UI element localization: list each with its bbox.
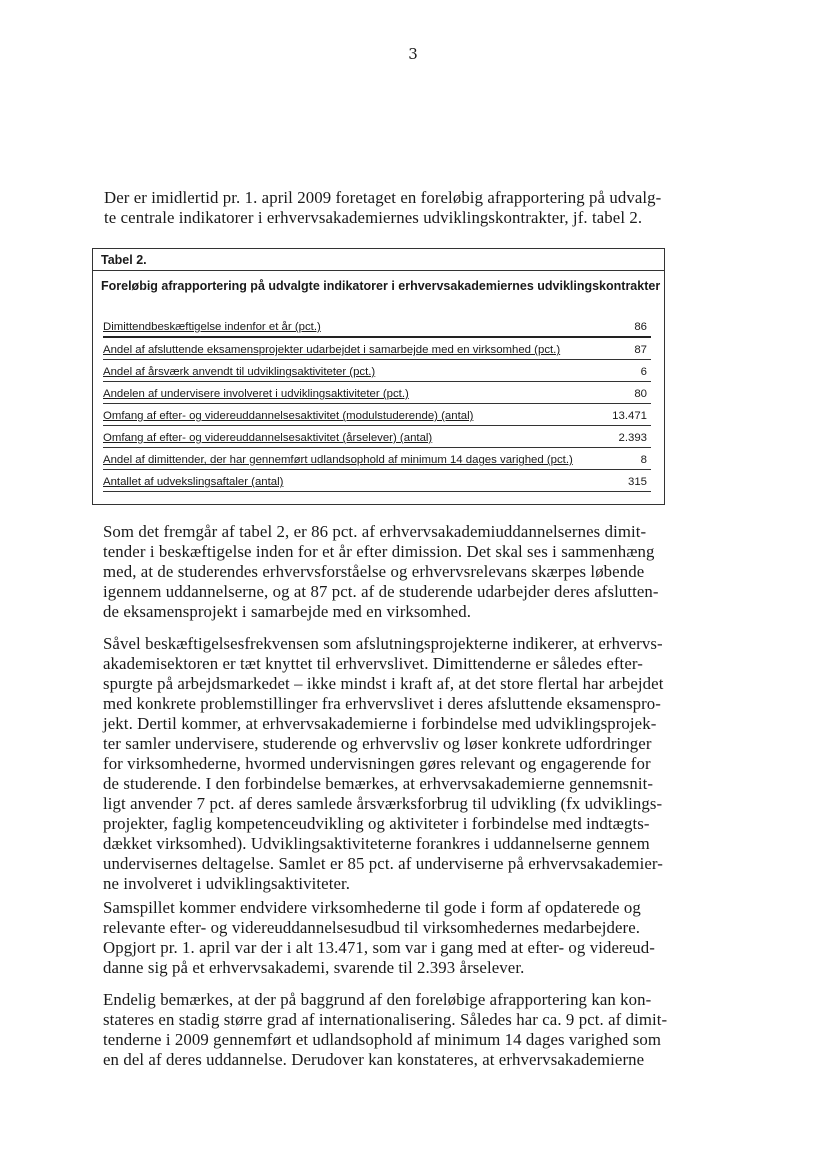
text-line: relevante efter- og videreuddannelsesudbud til virksomhedernes medarbejdere. xyxy=(103,918,641,937)
table-row xyxy=(103,448,651,470)
row-label: Omfang af efter- og videreuddannelsesaktivitet (årselever) (antal) xyxy=(103,432,433,444)
row-value: 8 xyxy=(640,454,647,466)
row-label: Andelen af undervisere involveret i udviklingsaktiviteter (pct.) xyxy=(103,388,409,400)
text-line: igennem uddannelserne, og at 87 pct. af de studerende udarbejder deres afslutten- xyxy=(103,582,659,601)
text-line: undervisernes deltagelse. Samlet er 85 pct. af underviserne på erhvervsakademier- xyxy=(103,854,663,873)
text-line: dækket virksomhed). Udviklingsaktiviteterne forankres i uddannelserne gennem xyxy=(103,834,650,853)
paragraph-3 xyxy=(103,898,655,978)
table-caption: Foreløbig afrapportering på udvalgte indikatorer i erhvervsakademiernes udviklingskontrakter xyxy=(101,279,661,293)
row-label: Andel af afsluttende eksamensprojekter udarbejdet i samarbejde med en virksomhed (pct.) xyxy=(103,344,561,356)
text-line: projekter, faglig kompetenceudvikling og aktiviteter i forbindelse med indtægts- xyxy=(103,814,650,833)
row-value: 315 xyxy=(627,476,647,488)
row-label: Dimittendbeskæftigelse indenfor et år (pct.) xyxy=(103,321,321,333)
row-value: 13.471 xyxy=(612,410,647,422)
row-value: 2.393 xyxy=(618,432,647,444)
text-line: Der er imidlertid pr. 1. april 2009 foretaget en foreløbig afrapportering på udvalg- xyxy=(104,188,662,207)
text-line: tenderne i 2009 gennemført et udlandsophold af minimum 14 dages varighed som xyxy=(103,1030,661,1049)
text-line: de eksamensprojekt i samarbejde med en virksomhed. xyxy=(103,602,472,621)
text-line: jekt. Dertil kommer, at erhvervsakademierne i forbindelse med udviklingsprojek- xyxy=(103,714,657,733)
intro-paragraph xyxy=(104,188,662,228)
row-value: 80 xyxy=(634,388,647,400)
text-line: ligt anvender 7 pct. af deres samlede årsværksforbrug til udvikling (fx udviklings- xyxy=(103,794,663,813)
table-row xyxy=(103,360,651,382)
text-line: tender i beskæftigelse inden for et år efter dimission. Det skal ses i sammenhæng xyxy=(103,542,655,561)
text-line: Som det fremgår af tabel 2, er 86 pct. af erhvervsakademiuddannelsernes dimit- xyxy=(103,522,647,541)
table-label: Tabel 2. xyxy=(101,253,147,267)
table-row xyxy=(103,470,651,492)
text-line: te centrale indikatorer i erhvervsakademiernes udviklingskontrakter, jf. tabel 2. xyxy=(104,208,643,227)
row-label: Andel af dimittender, der har gennemført udlandsophold af minimum 14 dages varighed (pct.) xyxy=(103,454,573,466)
text-line: med, at de studerendes erhvervsforståelse og erhvervsrelevans skærpes løbende xyxy=(103,562,645,581)
text-line: akademisektoren er tæt knyttet til erhvervslivet. Dimittenderne er således efter- xyxy=(103,654,643,673)
paragraph-4 xyxy=(103,990,668,1070)
text-line: Samspillet kommer endvidere virksomhederne til gode i form af opdaterede og xyxy=(103,898,641,917)
text-line: ter samler undervisere, studerende og erhvervsliv og løser konkrete udfordringer xyxy=(103,734,652,753)
text-line: for virksomhederne, hvormed undervisningen gøres relevant og engagerende for xyxy=(103,754,651,773)
indicator-table xyxy=(92,248,665,505)
divider xyxy=(93,270,664,271)
paragraph-2 xyxy=(103,634,664,894)
row-label: Andel af årsværk anvendt til udviklingsaktiviteter (pct.) xyxy=(103,366,376,378)
table-row xyxy=(103,338,651,360)
row-value: 87 xyxy=(634,344,647,356)
paragraph-1 xyxy=(103,522,659,622)
text-line: med konkrete problemstillinger fra erhvervslivet i deres afsluttende eksamenspro- xyxy=(103,694,661,713)
table-row xyxy=(103,382,651,404)
row-value: 6 xyxy=(640,366,647,378)
row-value: 86 xyxy=(634,321,647,333)
page-number: 3 xyxy=(408,45,418,63)
row-label: Antallet af udvekslingsaftaler (antal) xyxy=(103,476,284,488)
table-rows xyxy=(103,315,651,492)
table-row xyxy=(103,404,651,426)
text-line: de studerende. I den forbindelse bemærkes, at erhvervsakademierne gennemsnit- xyxy=(103,774,654,793)
row-label: Omfang af efter- og videreuddannelsesaktivitet (modulstuderende) (antal) xyxy=(103,410,474,422)
table-row xyxy=(103,426,651,448)
text-line: stateres en stadig større grad af internationalisering. Således har ca. 9 pct. af dimit- xyxy=(103,1010,668,1029)
text-line: ne involveret i udviklingsaktiviteter. xyxy=(103,874,351,893)
text-line: danne sig på et erhvervsakademi, svarende til 2.393 årselever. xyxy=(103,958,525,977)
text-line: Endelig bemærkes, at der på baggrund af den foreløbige afrapportering kan kon- xyxy=(103,990,652,1009)
table-row xyxy=(103,315,651,338)
text-line: spurgte på arbejdsmarkedet – ikke mindst i kraft af, at det store flertal har arbejdet xyxy=(103,674,664,693)
text-line: en del af deres uddannelse. Derudover kan konstateres, at erhvervsakademierne xyxy=(103,1050,645,1069)
text-line: Såvel beskæftigelsesfrekvensen som afslutningsprojekterne indikerer, at erhvervs- xyxy=(103,634,663,653)
text-line: Opgjort pr. 1. april var der i alt 13.471, som var i gang med at efter- og videreud- xyxy=(103,938,655,957)
